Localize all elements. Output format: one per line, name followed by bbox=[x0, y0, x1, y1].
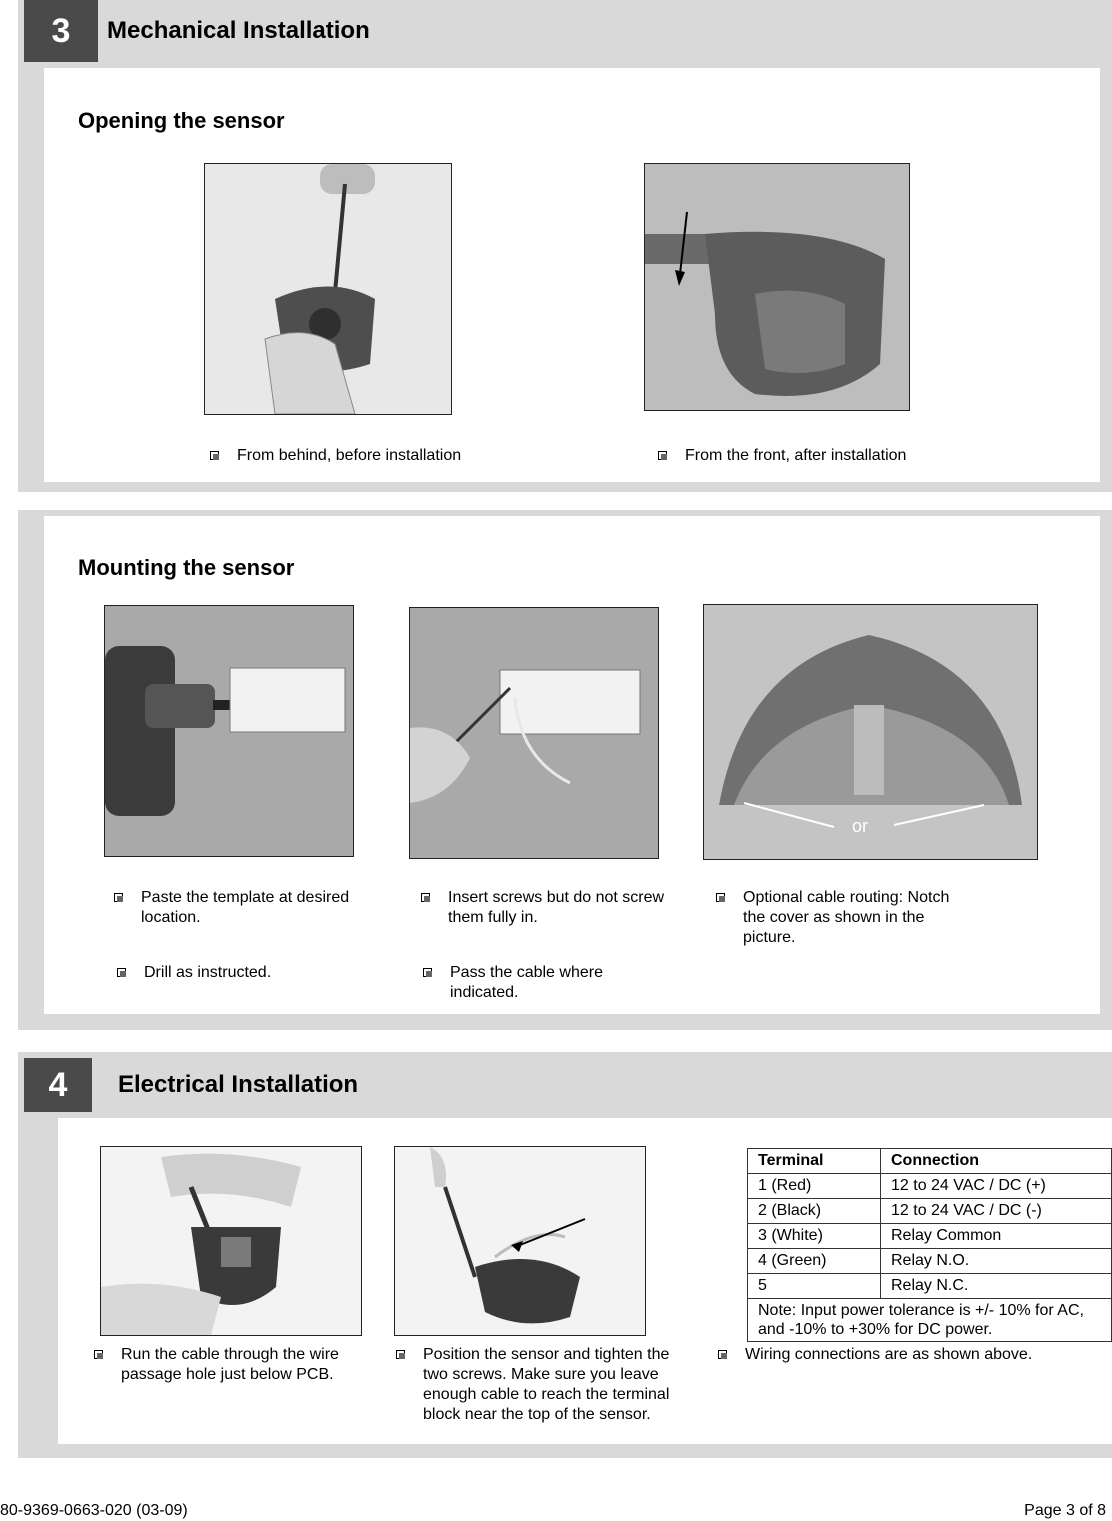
page-number: Page 3 of 8 bbox=[1024, 1502, 1106, 1519]
doc-number: 80-9369-0663-020 (03-09) bbox=[0, 1502, 188, 1519]
terminal-cell: 2 (Black) bbox=[748, 1199, 881, 1224]
checkbox-icon bbox=[117, 968, 126, 977]
section-number-badge: 3 bbox=[24, 0, 98, 62]
column-header: Terminal bbox=[748, 1149, 881, 1174]
caption-run-cable: Run the cable through the wire passage hole just below PCB. bbox=[94, 1345, 364, 1385]
caption-open-front: From the front, after installation bbox=[658, 446, 958, 466]
checkbox-icon bbox=[658, 451, 667, 460]
table-row bbox=[748, 1224, 1112, 1249]
mounting-title: Mounting the sensor bbox=[78, 555, 295, 580]
caption-drill: Drill as instructed. bbox=[117, 963, 377, 983]
caption-insert-screws: Insert screws but do not screw them fully in. bbox=[421, 888, 693, 928]
checkbox-icon bbox=[396, 1350, 405, 1359]
caption-wiring: Wiring connections are as shown above. bbox=[718, 1345, 1078, 1365]
table-row bbox=[748, 1199, 1112, 1224]
photo-position-sensor bbox=[394, 1146, 646, 1336]
table-note-row bbox=[748, 1299, 1112, 1342]
checkbox-icon bbox=[210, 451, 219, 460]
caption-cable-routing: Optional cable routing: Notch the cover as shown in the picture. bbox=[716, 888, 966, 948]
connection-cell: 12 to 24 VAC / DC (-) bbox=[881, 1199, 1112, 1224]
checkbox-icon bbox=[718, 1350, 727, 1359]
table-row bbox=[748, 1174, 1112, 1199]
checkbox-icon bbox=[94, 1350, 103, 1359]
terminal-cell: 4 (Green) bbox=[748, 1249, 881, 1274]
photo-cable-routing bbox=[703, 604, 1038, 860]
or-label: or bbox=[852, 816, 869, 836]
wiring-table bbox=[747, 1148, 1112, 1342]
table-row bbox=[748, 1274, 1112, 1299]
terminal-cell: 1 (Red) bbox=[748, 1174, 881, 1199]
photo-open-behind bbox=[204, 163, 452, 415]
checkbox-icon bbox=[114, 893, 123, 902]
caption-position-sensor: Position the sensor and tighten the two screws. Make sure you leave enough cable to reach the terminal block near the top of the sensor. bbox=[396, 1345, 691, 1425]
connection-cell: Relay Common bbox=[881, 1224, 1112, 1249]
connection-cell: Relay N.C. bbox=[881, 1274, 1112, 1299]
checkbox-icon bbox=[423, 968, 432, 977]
opening-title: Opening the sensor bbox=[78, 108, 285, 133]
section-title: Mechanical Installation bbox=[107, 17, 370, 44]
connection-cell: Relay N.O. bbox=[881, 1249, 1112, 1274]
checkbox-icon bbox=[421, 893, 430, 902]
caption-open-behind: From behind, before installation bbox=[210, 446, 510, 466]
photo-open-front bbox=[644, 163, 910, 411]
photo-cable-through-hole bbox=[100, 1146, 362, 1336]
section-number-badge: 4 bbox=[24, 1058, 92, 1112]
checkbox-icon bbox=[716, 893, 725, 902]
table-header-row bbox=[748, 1149, 1112, 1174]
caption-pass-cable: Pass the cable where indicated. bbox=[423, 963, 633, 1003]
section-title: Electrical Installation bbox=[118, 1071, 359, 1098]
photo-screws bbox=[409, 607, 659, 859]
table-row bbox=[748, 1249, 1112, 1274]
terminal-cell: 3 (White) bbox=[748, 1224, 881, 1249]
column-header: Connection bbox=[881, 1149, 1112, 1174]
terminal-cell: 5 bbox=[748, 1274, 881, 1299]
connection-cell: 12 to 24 VAC / DC (+) bbox=[881, 1174, 1112, 1199]
photo-drill bbox=[104, 605, 354, 857]
caption-paste-template: Paste the template at desired location. bbox=[114, 888, 374, 928]
table-note: Note: Input power tolerance is +/- 10% for AC, and -10% to +30% for DC power. bbox=[748, 1299, 1112, 1342]
